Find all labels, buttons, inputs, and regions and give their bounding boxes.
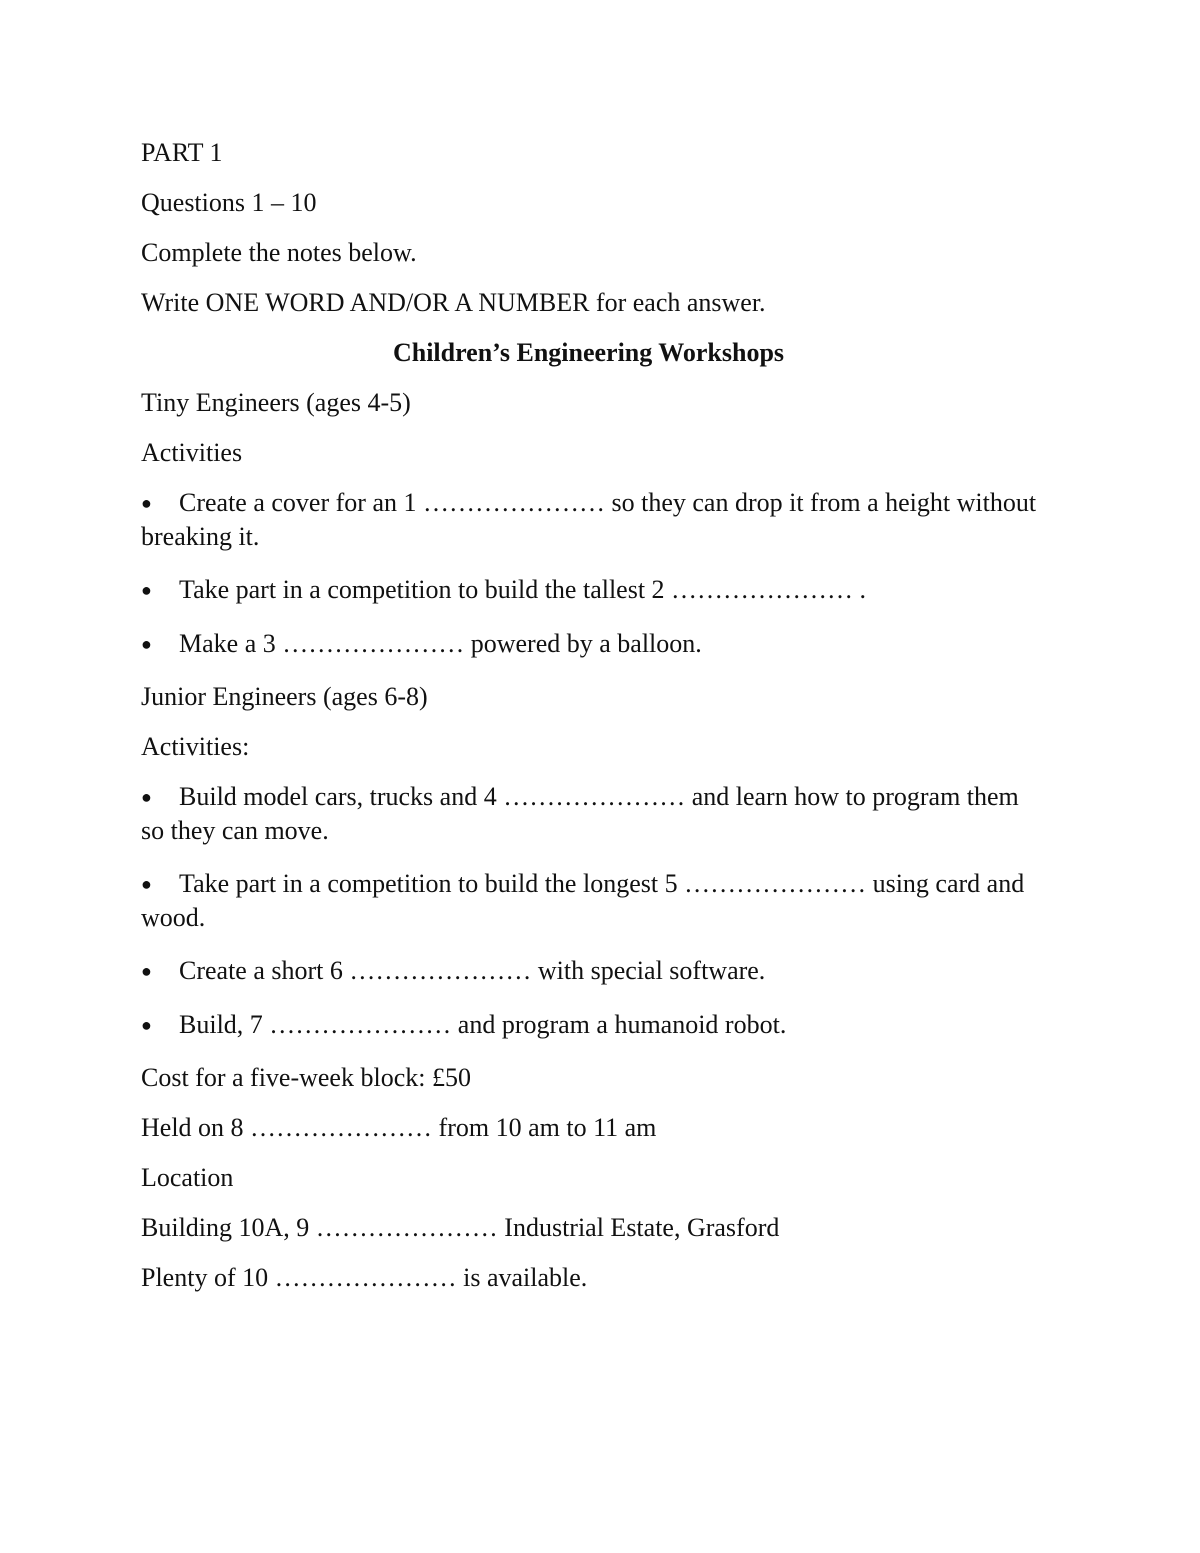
location-address: Building 10A, 9 ………………… Industrial Estate, Grasford (141, 1213, 780, 1242)
bullet-icon: ● (141, 634, 152, 654)
instruction-complete-notes: Complete the notes below. (141, 238, 417, 267)
list-item (141, 627, 1041, 661)
parking-line: Plenty of 10 ………………… is available. (141, 1263, 588, 1292)
bullet-icon: ● (141, 1015, 152, 1035)
questions-range: Questions 1 – 10 (141, 188, 317, 217)
cost-line: Cost for a five-week block: £50 (141, 1063, 471, 1092)
tiny-engineers-heading: Tiny Engineers (ages 4-5) (141, 388, 411, 417)
part-heading: PART 1 (141, 138, 223, 167)
list-item-text: Create a cover for an 1 ………………… so they can drop it from a height without breaking it. (141, 488, 1037, 551)
junior-engineers-heading: Junior Engineers (ages 6-8) (141, 682, 428, 711)
bullet-icon: ● (141, 787, 152, 807)
bullet-icon: ● (141, 961, 152, 981)
junior-activities-label: Activities: (141, 732, 250, 761)
tiny-activities-label: Activities (141, 438, 243, 467)
location-label: Location (141, 1163, 234, 1192)
list-item-text: Take part in a competition to build the longest 5 ………………… using card and wood. (141, 869, 1025, 932)
list-item (141, 780, 1041, 847)
list-item-text: Build model cars, trucks and 4 ………………… and learn how to program them so they can move. (141, 782, 1019, 845)
list-item (141, 486, 1041, 553)
held-on-line: Held on 8 ………………… from 10 am to 11 am (141, 1113, 657, 1142)
worksheet-page (141, 138, 1041, 1293)
notes-title: Children’s Engineering Workshops (392, 338, 785, 367)
list-item (141, 867, 1041, 934)
bullet-icon: ● (141, 493, 152, 513)
bullet-icon: ● (141, 580, 152, 600)
list-item (141, 573, 1041, 607)
list-item-text: Take part in a competition to build the tallest 2 ………………… . (179, 575, 867, 604)
instruction-word-limit: Write ONE WORD AND/OR A NUMBER for each answer. (141, 288, 766, 317)
bullet-icon: ● (141, 874, 152, 894)
list-item-text: Build, 7 ………………… and program a humanoid robot. (179, 1010, 787, 1039)
list-item (141, 954, 1041, 988)
list-item (141, 1008, 1041, 1042)
list-item-text: Create a short 6 ………………… with special software. (179, 956, 766, 985)
list-item-text: Make a 3 ………………… powered by a balloon. (179, 629, 702, 658)
